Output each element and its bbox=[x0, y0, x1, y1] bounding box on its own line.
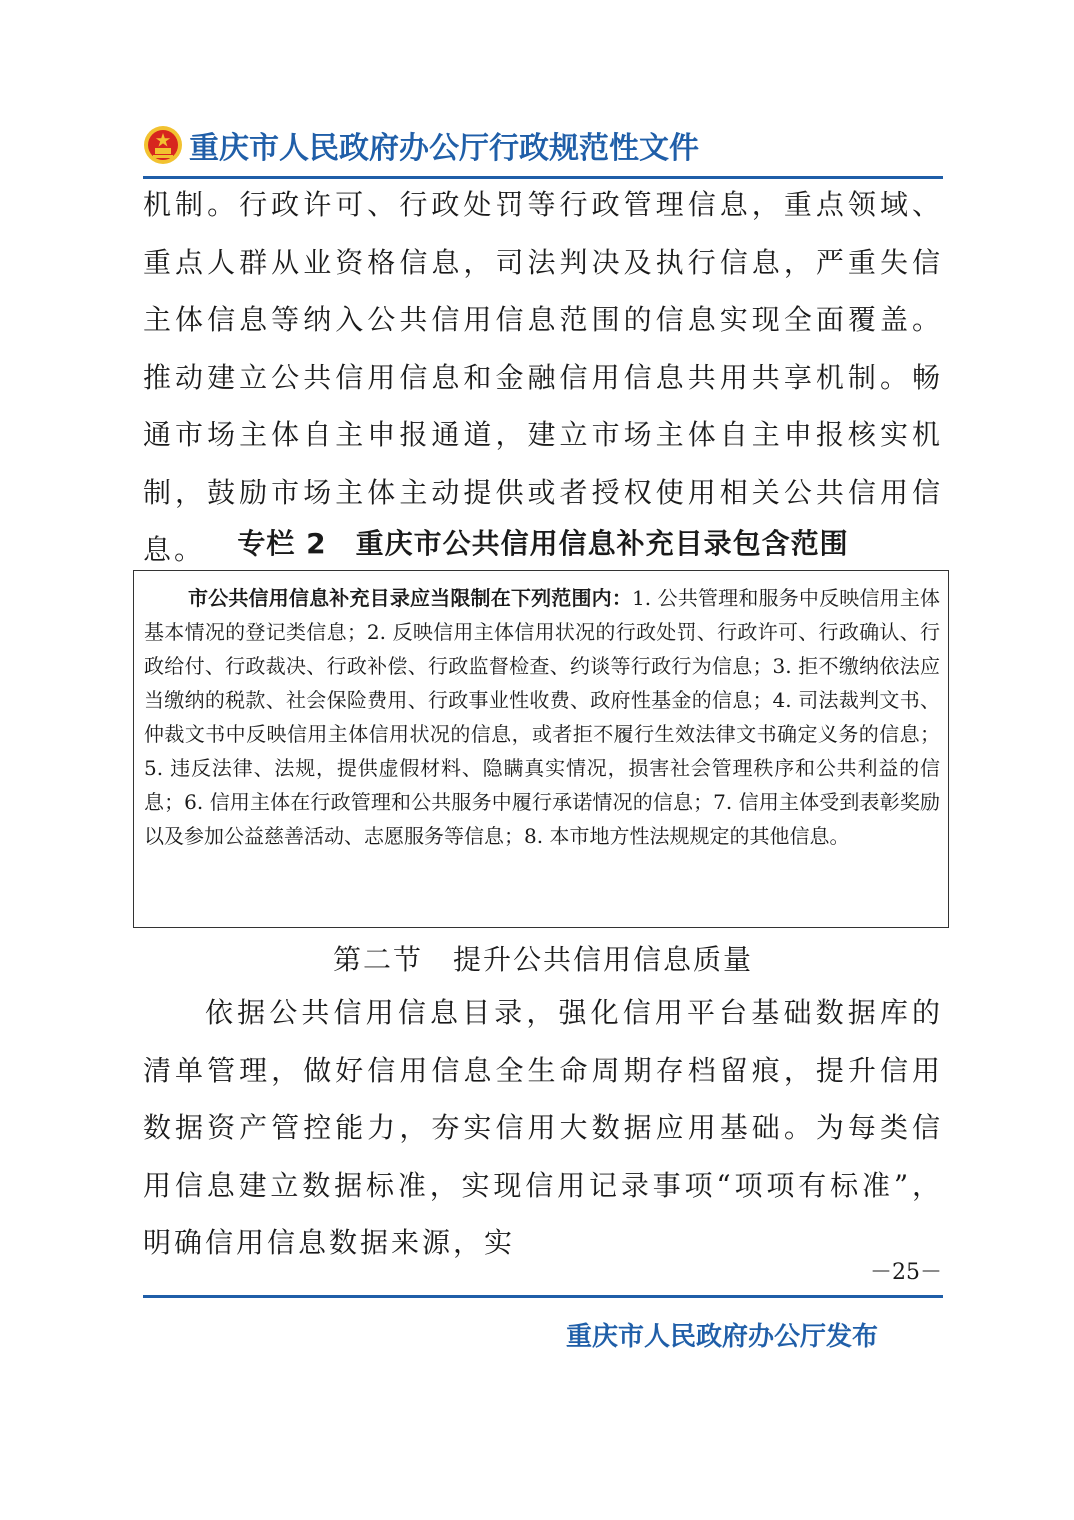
footer-divider bbox=[143, 1295, 943, 1298]
paragraph-1-text: 机制。行政许可、行政处罚等行政管理信息，重点领域、重点人群从业资格信息，司法判决及执行信息，严重失信主体信息等纳入公共信用信息范围的信息实现全面覆盖。推动建立公共信用信息和金融信用信息共用共享机制。畅通市场主体自主申报通道，建立市场主体自主申报核实机制，鼓励市场主体主动提供或者授权使用相关公共信用信息。 bbox=[143, 188, 943, 566]
paragraph-2 bbox=[143, 984, 943, 1272]
national-emblem-icon bbox=[143, 125, 183, 165]
document-header bbox=[143, 118, 943, 172]
column-box-title: 专栏 2 重庆市公共信用信息补充目录包含范围 bbox=[237, 527, 849, 560]
page-number: －25－ bbox=[870, 1260, 942, 1285]
paragraph-2-text: 依据公共信用信息目录，强化信用平台基础数据库的清单管理，做好信用信息全生命周期存档留痕，提升信用数据资产管控能力，夯实信用大数据应用基础。为每类信用信息建立数据标准，实现信用记录事项“项项有标准”，明确信用信息数据来源，实 bbox=[143, 996, 943, 1259]
column-box-body: 1. 公共管理和服务中反映信用主体基本情况的登记类信息；2. 反映信用主体信用状况的行政处罚、行政许可、行政确认、行政给付、行政裁决、行政补偿、行政监督检查、约谈等行政行为信息；3. 拒不缴纳依法应当缴纳的税款、社会保险费用、行政事业性收费、政府性基金的信息；4. 司法裁判文书、仲裁文书中反映信用主体信用状况的信息，或者拒不履行生效法律文书确定义务的信息；5. 违反法律、法规，提供虚假材料、隐瞒真实情况，损害社会管理秩序和公共利益的信息；6. 信用主体在行政管理和公共服务中履行承诺情况的信息；7. 信用主体受到表彰奖励以及参加公益慈善活动、志愿服务等信息；8. 本市地方性法规规定的其他信息。 bbox=[144, 586, 941, 848]
section-title: 第二节 提升公共信用信息质量 bbox=[332, 943, 753, 976]
header-title: 重庆市人民政府办公厅行政规范性文件 bbox=[189, 131, 699, 166]
paragraph-1 bbox=[143, 176, 943, 579]
footer-publisher: 重庆市人民政府办公厅发布 bbox=[565, 1322, 878, 1352]
column-box-lead: 市公共信用信息补充目录应当限制在下列范围内： bbox=[188, 586, 633, 610]
column-box-content bbox=[144, 581, 940, 853]
column-box bbox=[133, 570, 949, 928]
